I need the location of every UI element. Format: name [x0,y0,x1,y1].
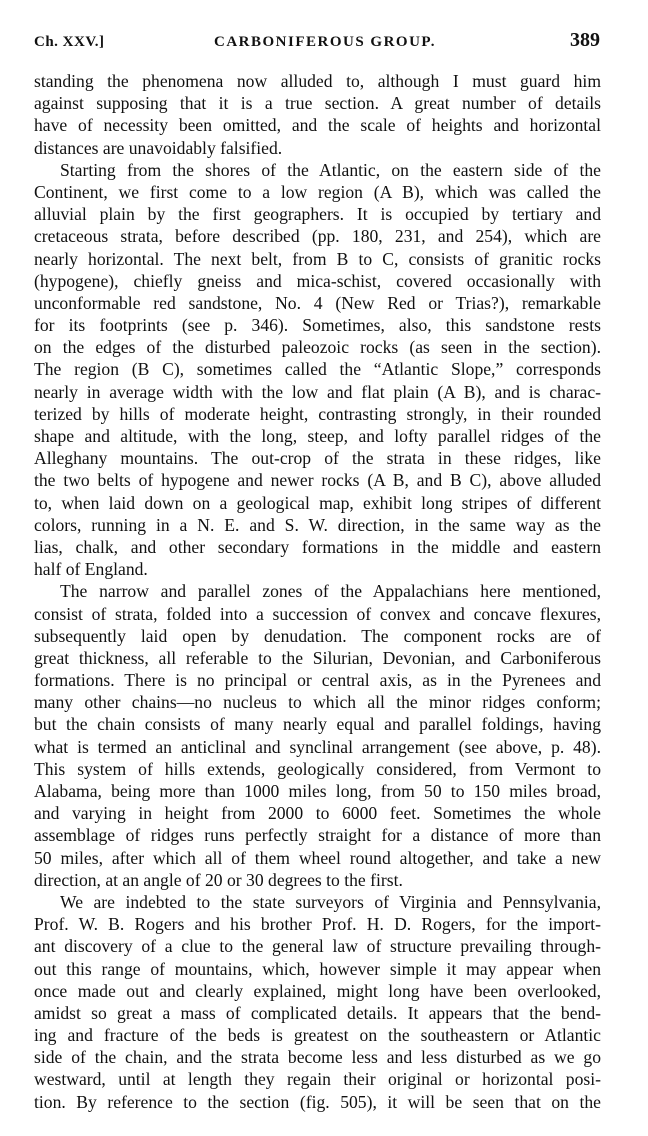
text-line: alluvial plain by the first geographers. It is occupied by tertiary and [34,204,601,225]
text-line: assemblage of ridges runs perfectly straight for a distance of more than [34,825,601,846]
text-line: The narrow and parallel zones of the Appalachians here mentioned, [60,581,601,602]
text-line: have of necessity been omitted, and the scale of heights and horizontal [34,115,601,136]
text-line: shape and altitude, with the long, steep, and lofty parallel ridges of the [34,426,601,446]
text-line: against supposing that it is a true section. A great number of details [34,93,601,114]
text-line: on the edges of the disturbed paleozoic rocks (as seen in the section). [34,337,601,358]
text-line: and varying in height from 2000 to 6000 feet. Sometimes the whole [34,803,601,824]
text-line: out this range of mountains, which, however simple it may appear when [34,958,601,979]
paragraph [34,70,601,159]
text-line: nearly horizontal. The next belt, from B to C, consists of granitic rocks [34,248,601,269]
page-number: 389 [570,29,600,51]
text-line: side of the chain, and the strata become less and less disturbed as we go [34,1047,601,1068]
text-line: once made out and clearly explained, might long have been overlooked, [34,980,601,1001]
text-line: but the chain consists of many nearly equal and parallel foldings, having [34,714,601,735]
text-line: We are indebted to the state surveyors of Virginia and Pennsylvania, [60,891,601,912]
text-line: ant discovery of a clue to the general law of structure prevailing through- [34,936,601,957]
running-head [34,28,600,54]
body-text [34,70,601,1113]
text-line: colors, running in a N. E. and S. W. direction, in the same way as the [34,514,601,535]
text-line: the two belts of hypogene and newer rocks (A B, and B C), above alluded [34,470,601,491]
text-line: Alabama, being more than 1000 miles long, from 50 to 150 miles broad, [34,781,601,801]
text-line: terized by hills of moderate height, contrasting strongly, in their rounded [34,403,601,424]
text-line: subsequently laid open by denudation. The component rocks are of [34,625,601,646]
paragraph [34,891,601,1113]
text-line: westward, until at length they regain their original or horizontal posi- [34,1069,601,1090]
text-line: Prof. W. B. Rogers and his brother Prof. H. D. Rogers, for the import- [34,914,601,935]
paragraph [34,580,601,891]
text-line: distances are unavoidably falsified. [34,137,283,158]
text-line: Continent, we first come to a low region (A B), which was called the [34,181,601,202]
text-line: lias, chalk, and other secondary formations in the middle and eastern [34,536,601,557]
text-line: The region (B C), sometimes called the “Atlantic Slope,” corresponds [34,359,601,380]
text-line: nearly in average width with the low and flat plain (A B), and is charac- [34,381,601,402]
text-line: Starting from the shores of the Atlantic, on the eastern side of the [60,159,601,180]
text-line: This system of hills extends, geologically considered, from Vermont to [34,758,601,779]
text-line: direction, at an angle of 20 or 30 degrees to the first. [34,869,403,890]
paragraph [34,159,601,581]
running-title: CARBONIFEROUS GROUP. [214,34,436,50]
text-line: ing and fracture of the beds is greatest on the southeastern or Atlantic [34,1025,601,1046]
text-line: to, when laid down on a geological map, exhibit long stripes of different [34,492,601,513]
text-line: for its footprints (see p. 346). Sometimes, also, this sandstone rests [34,315,601,336]
text-line: amidst so great a mass of complicated details. It appears that the bend- [34,1002,601,1023]
text-line: (hypogene), chiefly gneiss and mica-schist, covered occasionally with [34,270,601,291]
text-line: formations. There is no principal or central axis, as in the Pyrenees and [34,670,601,691]
text-line: 50 miles, after which all of them wheel round altogether, and take a new [34,847,601,868]
text-line: many other chains—no nucleus to which all the minor ridges conform; [34,692,601,713]
text-line: tion. By reference to the section (fig. 505), it will be seen that on the [34,1091,601,1112]
chapter-heading: Ch. XXV.] [34,34,105,50]
text-line: unconformable red sandstone, No. 4 (New Red or Trias?), remarkable [34,292,601,313]
text-line: Alleghany mountains. The out-crop of the strata in these ridges, like [34,448,601,469]
text-line: what is termed an anticlinal and synclinal arrangement (see above, p. 48). [34,736,601,757]
text-line: half of England. [34,559,148,580]
text-line: cretaceous strata, before described (pp. 180, 231, and 254), which are [34,226,601,247]
text-line: standing the phenomena now alluded to, although I must guard him [34,71,601,91]
text-line: consist of strata, folded into a succession of convex and concave flexures, [34,603,601,624]
text-line: great thickness, all referable to the Silurian, Devonian, and Carboniferous [34,647,601,668]
